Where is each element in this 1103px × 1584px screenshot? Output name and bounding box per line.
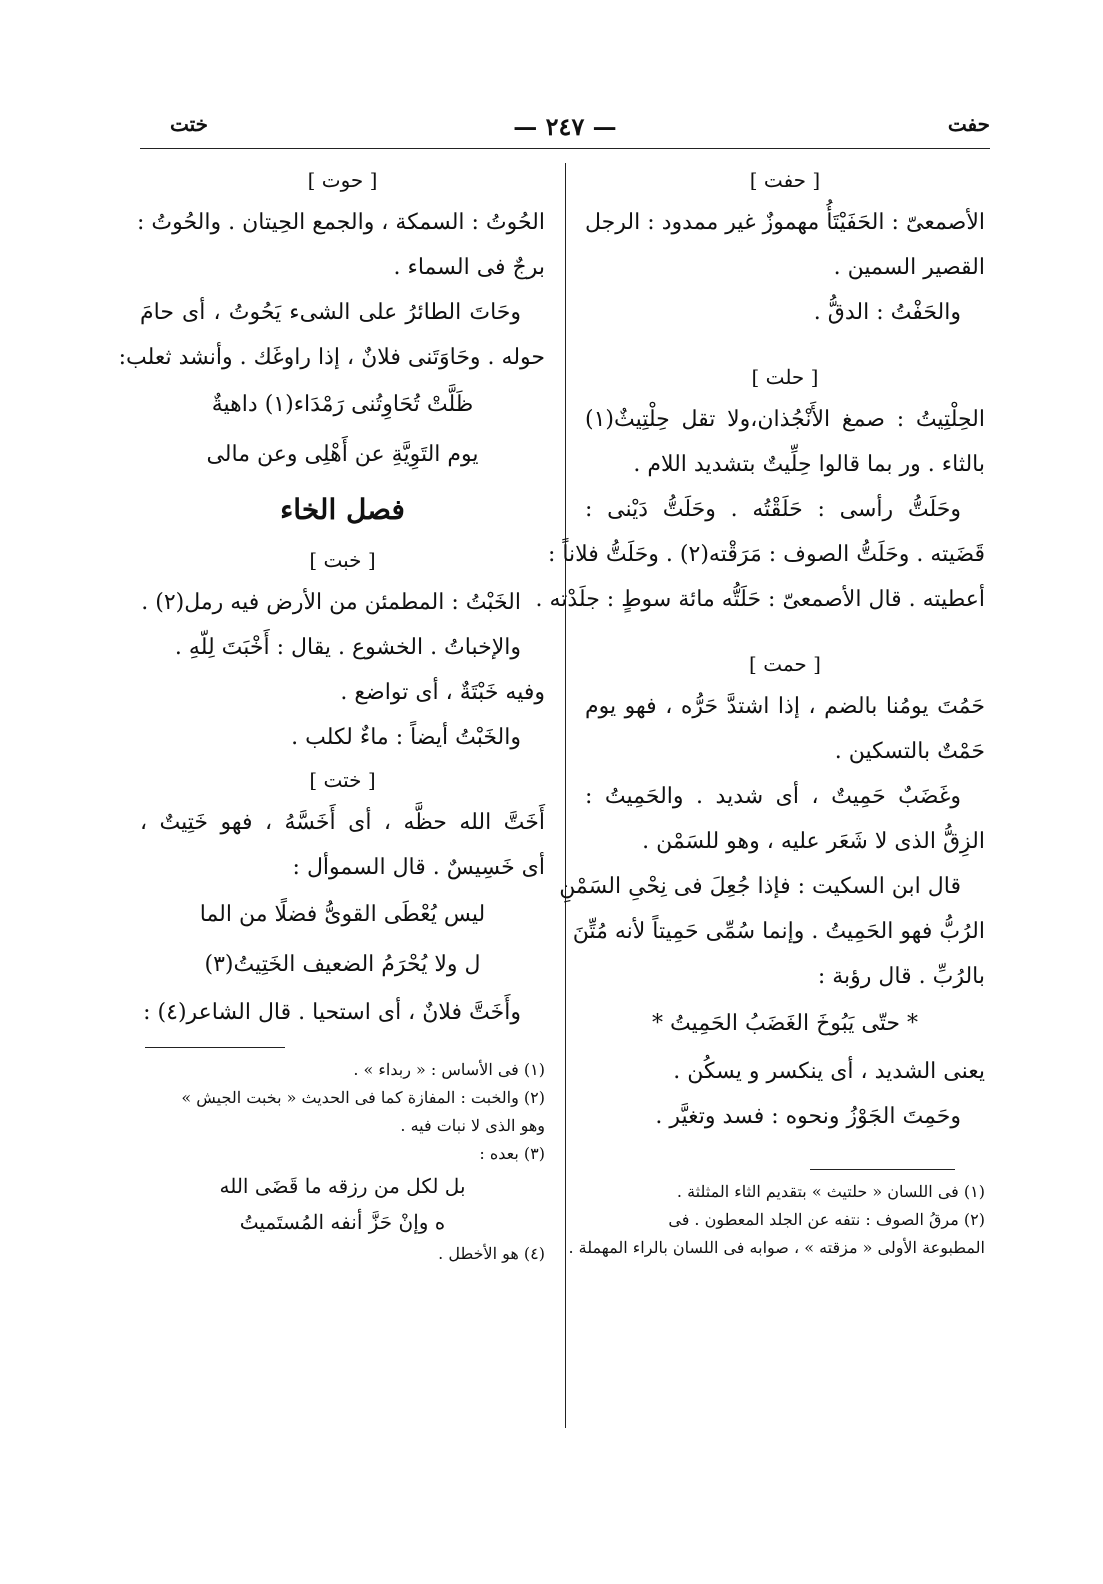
text-line: وغَضَبٌ حَمِيتٌ ، أى شديد . والحَمِيتُ : xyxy=(585,784,961,809)
page-header xyxy=(140,112,990,148)
footnote-line: (٤) هو الأخطل . xyxy=(438,1244,545,1263)
footnote-line: (٣) بعده : xyxy=(479,1144,545,1163)
footnote-verse-line: بل لكل من رزقه ما قَضَى الله xyxy=(219,1174,466,1198)
entry-heading: [ ختت ] xyxy=(309,768,376,792)
footnote-line: وهو الذى لا نبات فيه . xyxy=(400,1116,545,1135)
footnote-rule xyxy=(145,1047,285,1048)
text-line: الأصمعىّ : الحَفَيْتَأُ مهموزٌ غير ممدود : الرجل xyxy=(585,210,985,235)
spacer xyxy=(585,335,985,357)
text-line: حَمُتَ يومُنا بالضم ، إذا اشتدَّ حَرُّه ، فهو يوم xyxy=(585,694,985,719)
verse-line: ل ولا يُحْرَمُ الضعيف الخَتِيتُ(٣) xyxy=(204,952,481,977)
page-number: — ٢٤٧ — xyxy=(513,112,617,141)
text-line: وحَمِتَ الجَوْزُ ونحوه : فسد وتغيَّر . xyxy=(655,1104,961,1129)
footnote-line: المطبوعة الأولى « مزقته » ، صوابه فى اللسان بالراء المهملة . xyxy=(568,1238,985,1257)
footnote-line: (١) فى الأساس : « ربداء » . xyxy=(353,1060,545,1079)
entry-heading: [ حفت ] xyxy=(749,168,821,192)
text-line: يعنى الشديد ، أى ينكسر و يسكُن . xyxy=(673,1059,985,1084)
text-line: وحَاتَ الطائرُ على الشىء يَحُوتُ ، أى حامَ xyxy=(140,300,521,325)
text-line: أَخَتَّ الله حظَّه ، أى أَخَسَّهُ ، فهو خَتِيتٌ ، xyxy=(140,810,545,835)
text-line: والإخباتُ . الخشوع . يقال : أَخْبَتَ لِلّهِ . xyxy=(174,635,521,660)
text-line: قال ابن السكيت : فإذا جُعِلَ فى نِحْىِ السَمْنِ xyxy=(559,874,961,899)
spacer xyxy=(585,622,985,644)
footnote-line: (٢) مرقُ الصوف : نتفه عن الجلد المعطون . فى xyxy=(668,1210,985,1229)
text-line: حوله . وحَاوَتَنى فلانٌ ، إذا راوغَك . وأنشد ثعلب: xyxy=(118,345,545,370)
text-line: الرُبُّ فهو الحَمِيتُ . وإنما سُمِّى حَمِيتاً لأنه مُتِّنَ xyxy=(572,919,985,944)
footnote-rule xyxy=(810,1169,955,1170)
verse-line: يوم التَوِيَّةِ عن أَهْلِى وعن مالى xyxy=(206,442,479,467)
header-left-word: ختت xyxy=(170,112,209,136)
column-divider xyxy=(565,163,566,1428)
left-column xyxy=(118,160,545,1268)
text-line: الحُوتُ : السمكة ، والجمع الحِيتان . والحُوتُ : xyxy=(137,210,545,235)
text-line: قَضَيته . وحَلَتُّ الصوف : مَرَقْته(٢) . وحَلَتُّ فلاناً : xyxy=(547,542,985,567)
text-line: والحَفْتُ : الدقُّ . xyxy=(813,300,961,325)
text-line: حَمْتٌ بالتسكين . xyxy=(834,739,985,764)
text-line: الخَبْتُ : المطمئن من الأرض فيه رمل(٢) . xyxy=(141,590,521,615)
text-line: أى خَسِيسٌ . قال السموأل : xyxy=(292,855,545,880)
text-line: برجٌ فى السماء . xyxy=(393,255,545,280)
entry-heading: [ خبت ] xyxy=(309,548,376,572)
verse-line: ليس يُعْطَى القوىُّ فضلًا من الما xyxy=(199,902,486,927)
text-line: والخَبْتُ أيضاً : ماءٌ لكلب . xyxy=(291,725,521,750)
entry-heading: [ حوت ] xyxy=(307,168,378,192)
verse-line: * حتّى يَبُوخَ الغَضَبُ الحَمِيتُ * xyxy=(652,1011,918,1036)
header-rule xyxy=(140,148,990,149)
text-line: بالرُبِّ . قال رؤبة : xyxy=(817,964,985,989)
entry-heading: [ حمت ] xyxy=(749,652,821,676)
verse-line: ظَلَّتْ تُحَاوِتُنى رَمْدَاء(١) داهيةٌ xyxy=(211,392,474,417)
header-right-word: حفت xyxy=(947,112,990,136)
footnote-verse-line: ه وإنْ حَزَّ أنفه المُستَميتُ xyxy=(239,1210,446,1234)
text-line: الحِلْتِيتُ : صمغ الأَنْجُذان،ولا تقل حِلْتِيثٌ(١) xyxy=(585,407,985,432)
text-line: وفيه خَبْتَةٌ ، أى تواضع . xyxy=(340,680,545,705)
text-line: الزِقُّ الذى لا شَعَر عليه ، وهو للسَمْن . xyxy=(642,829,985,854)
right-column xyxy=(535,160,985,1262)
text-line: بالثاء . ور بما قالوا حِلِّيتٌ بتشديد اللام . xyxy=(633,452,985,477)
text-line: وأَخَتَّ فلانٌ ، أى استحيا . قال الشاعر(٤) : xyxy=(143,1000,521,1025)
text-line: وحَلَتُّ رأسى : حَلَقْتُه . وحَلَتُّ دَيْنى : xyxy=(585,497,961,522)
footnote-line: (١) فى اللسان « حلتيث » بتقديم الثاء المثلثة . xyxy=(676,1182,985,1201)
text-line: أعطيته . قال الأصمعىّ : حَلَتُّه مائة سوطٍ : جلَدْته . xyxy=(535,587,985,612)
text-line: القصير السمين . xyxy=(833,255,985,280)
footnote-line: (٢) والخبت : المفازة كما فى الحديث « بخبت الجيش » xyxy=(181,1088,545,1107)
entry-heading: [ حلت ] xyxy=(751,365,819,389)
section-title: فصل الخاء xyxy=(280,493,405,526)
